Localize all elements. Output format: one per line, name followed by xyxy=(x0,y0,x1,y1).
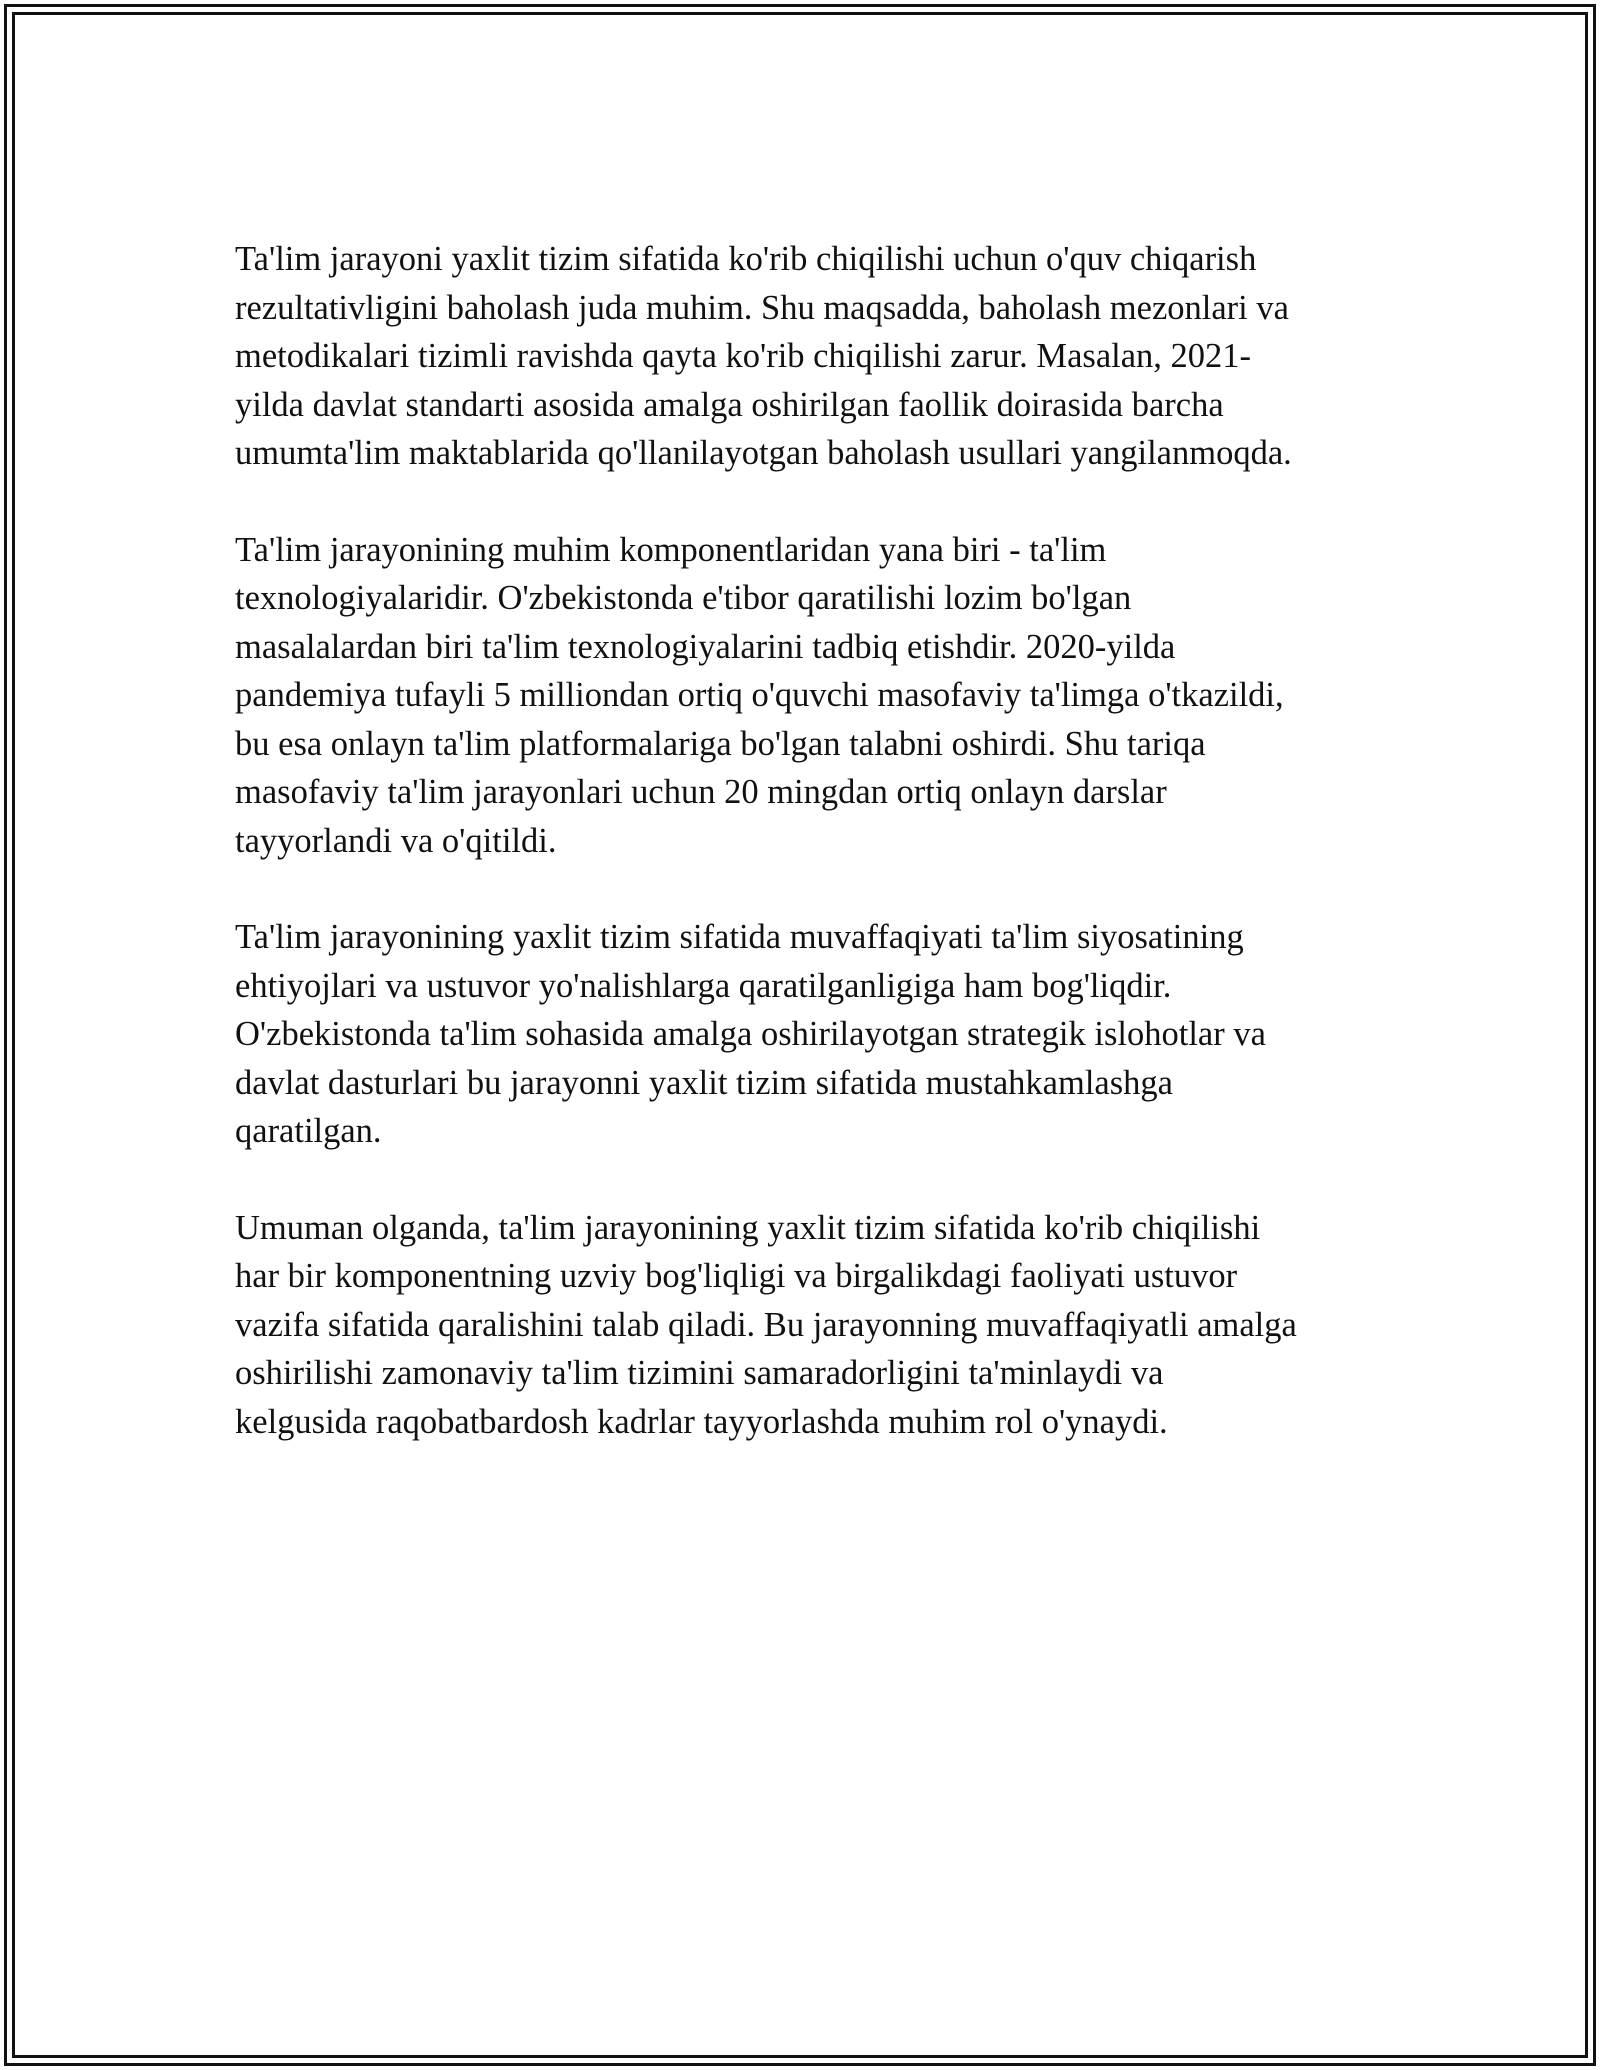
paragraph-conclusion: Umuman olganda, ta'lim jarayonining yaxlit tizim sifatida ko'rib chiqilishi har bir komponentning uzviy bog'liqligi va birgalikdagi faoliyati ustuvor vazifa sifatida qaralishini talab qiladi. Bu jarayonning muvaffaqiyatli amalga oshirilishi zamonaviy ta'lim tizimini samaradorligini ta'minlaydi va kelgusida raqobatbardosh kadrlar tayyorlashda muhim rol o'ynaydi. xyxy=(235,1208,1297,1441)
paragraph-policy: Ta'lim jarayonining yaxlit tizim sifatida muvaffaqiyati ta'lim siyosatining ehtiyojlari va ustuvor yo'nalishlarga qaratilganligiga ham bog'liqdir. O'zbekistonda ta'lim sohasida amalga oshirilayotgan strategik islohotlar va davlat dasturlari bu jarayonni yaxlit tizim sifatida mustahkamlashga qaratilgan. xyxy=(235,918,1266,1150)
paragraph-technologies: Ta'lim jarayonining muhim komponentlaridan yana biri - ta'lim texnologiyalaridir. O'zbekistonda e'tibor qaratilishi lozim bo'lgan masalalardan biri ta'lim texnologiyalarini tadbiq etishdir. 2020-yilda pandemiya tufayli 5 milliondan ortiq o'quvchi masofaviy ta'limga o'tkazildi, bu esa onlayn ta'lim platformalariga bo'lgan talabni oshirdi. Shu tariqa masofaviy ta'lim jarayonlari uchun 20 mingdan ortiq onlayn darslar tayyorlandi va o'qitildi. xyxy=(235,530,1284,860)
document-body xyxy=(235,235,1375,1494)
paragraph-assessment: Ta'lim jarayoni yaxlit tizim sifatida ko'rib chiqilishi uchun o'quv chiqarish rezultativligini baholash juda muhim. Shu maqsadda, baholash mezonlari va metodikalari tizimli ravishda qayta ko'rib chiqilishi zarur. Masalan, 2021- yilda davlat standarti asosida amalga oshirilgan faollik doirasida barcha umumta'lim maktablarida qo'llanilayotgan baholash usullari yangilanmoqda. xyxy=(235,240,1292,472)
